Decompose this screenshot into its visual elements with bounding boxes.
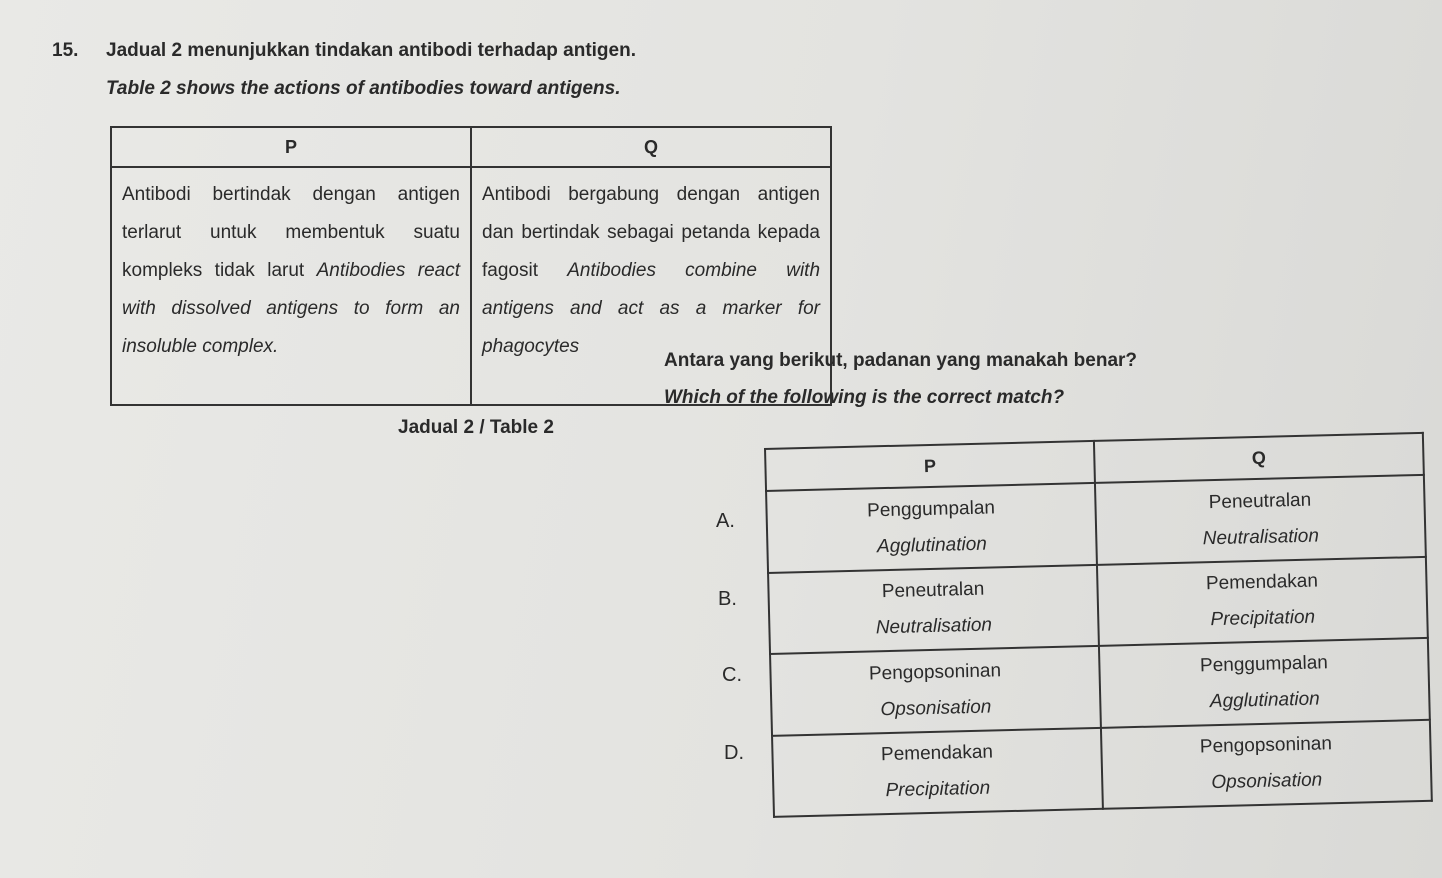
option-c-p-malay: Pengopsoninan: [868, 660, 1002, 685]
option-a-p-malay: Penggumpalan: [866, 497, 996, 522]
option-c-p: [770, 646, 1101, 736]
option-d-p-malay: Pemendakan: [880, 741, 994, 766]
option-d-q-english: Opsonisation: [1211, 769, 1323, 794]
option-a-q-english: Neutralisation: [1202, 525, 1320, 550]
prompt-malay: Antara yang berikut, padanan yang manakah benar?: [664, 350, 1138, 371]
table-2-header-p: P: [111, 127, 471, 167]
table-2-header-row: [111, 127, 831, 167]
option-d-p-english: Precipitation: [885, 777, 991, 802]
options-header-p: P: [765, 441, 1095, 491]
option-c-q-malay: Penggumpalan: [1199, 652, 1329, 677]
option-a-label[interactable]: A.: [716, 510, 735, 532]
p-description-english: Antibodies react with dissolved antigens to form an insoluble complex.: [122, 260, 460, 357]
option-d-p: [772, 727, 1103, 817]
prompt-english: Which of the following is the correct match?: [664, 387, 1065, 408]
question-text-english: Table 2 shows the actions of antibodies toward antigens.: [106, 78, 621, 99]
options-header-q: Q: [1094, 433, 1424, 483]
q-description-english: Antibodies combine with antigens and act as a marker for phagocytes: [482, 260, 821, 357]
option-b-p: [768, 564, 1099, 654]
option-c-label[interactable]: C.: [722, 664, 742, 686]
option-d-q-malay: Pengopsoninan: [1199, 733, 1333, 758]
table-2-caption: Jadual 2 / Table 2: [398, 417, 554, 438]
option-b-p-malay: Peneutralan: [881, 578, 985, 603]
options-table: [764, 432, 1433, 818]
question-text-malay: Jadual 2 menunjukkan tindakan antibodi terhadap antigen.: [106, 40, 636, 61]
option-b-q-english: Precipitation: [1210, 606, 1316, 631]
option-a-q-malay: Peneutralan: [1208, 489, 1312, 513]
option-b-q-malay: Pemendakan: [1205, 570, 1319, 595]
option-c-p-english: Opsonisation: [880, 696, 992, 720]
option-b-label[interactable]: B.: [718, 588, 737, 610]
table-2-header-q: Q: [471, 127, 831, 167]
option-d-label[interactable]: D.: [724, 742, 744, 764]
question-number: 15.: [52, 40, 79, 61]
p-description-malay: Antibodi bertindak dengan antigen terlarut untuk membentuk suatu kompleks tidak larut: [122, 184, 460, 281]
option-c-q: [1099, 638, 1430, 728]
option-a-p: [766, 483, 1097, 573]
table-2-cell-p: [111, 167, 471, 405]
option-row-d[interactable]: [772, 719, 1432, 817]
option-b-p-english: Neutralisation: [875, 614, 993, 639]
option-a-q: [1095, 475, 1426, 565]
option-a-p-english: Agglutination: [876, 533, 988, 558]
q-description-malay: Antibodi bergabung dengan antigen dan bertindak sebagai petanda kepada fagosit: [482, 184, 820, 281]
option-b-q: [1097, 556, 1428, 646]
option-d-q: [1101, 719, 1432, 809]
option-c-q-english: Agglutination: [1209, 688, 1320, 712]
